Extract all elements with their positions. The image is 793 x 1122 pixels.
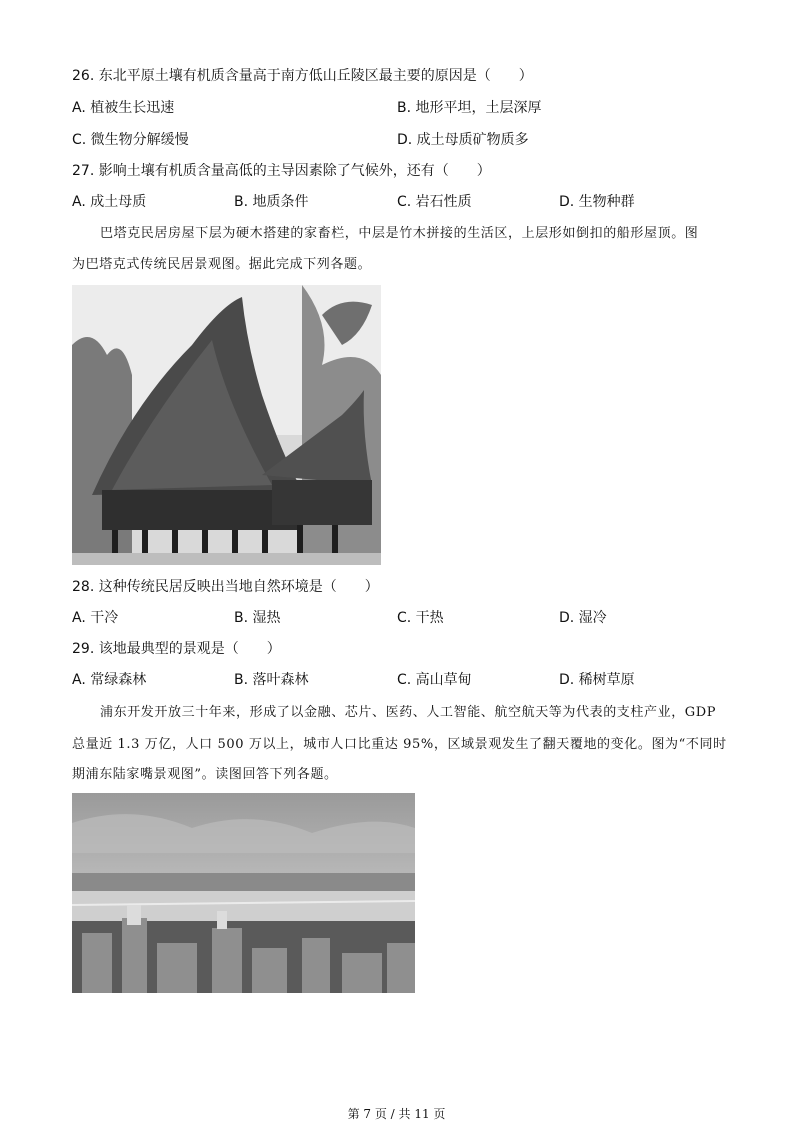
- q26-option-c: C. 微生物分解缓慢: [72, 132, 189, 148]
- q28-option-a: A. 干冷: [72, 610, 119, 626]
- passage2-line2: 总量近 1.3 万亿，人口 500 万以上，城市人口比重达 95%，区域景观发生了翻天覆地的变化。图为“不同时: [72, 737, 727, 752]
- q28-option-c: C. 干热: [397, 610, 444, 626]
- q26-option-d: D. 成土母质矿物质多: [397, 132, 529, 148]
- batak-house-photo: [72, 285, 381, 565]
- q27-option-d: D. 生物种群: [559, 194, 635, 210]
- q26-option-a: A. 植被生长迅速: [72, 100, 175, 116]
- q29-option-b: B. 落叶森林: [234, 672, 309, 688]
- q26-option-b: B. 地形平坦，土层深厚: [397, 100, 542, 116]
- passage1-line2: 为巴塔克式传统民居景观图。据此完成下列各题。: [72, 257, 372, 272]
- q29-option-c: C. 高山草甸: [397, 672, 472, 688]
- passage2-line1: 浦东开发开放三十年来，形成了以金融、芯片、医药、人工智能、航空航天等为代表的支柱产业，GDP: [100, 705, 717, 720]
- page-footer: 第 7 页 / 共 11 页: [347, 1107, 446, 1121]
- q27-option-b: B. 地质条件: [234, 194, 309, 210]
- q29-option-d: D. 稀树草原: [559, 672, 635, 688]
- passage2-line3: 期浦东陆家嘴景观图”。读图回答下列各题。: [72, 767, 338, 782]
- q28-stem: 28. 这种传统民居反映出当地自然环境是（ ）: [72, 579, 379, 595]
- q27-option-c: C. 岩石性质: [397, 194, 472, 210]
- q27-option-a: A. 成土母质: [72, 194, 147, 210]
- q27-stem: 27. 影响土壤有机质含量高低的主导因素除了气候外，还有（ ）: [72, 163, 491, 179]
- q26-stem: 26. 东北平原土壤有机质含量高于南方低山丘陵区最主要的原因是（ ）: [72, 68, 533, 84]
- lujiazui-cityscape-photo: [72, 793, 415, 993]
- q28-option-b: B. 湿热: [234, 610, 281, 626]
- q28-option-d: D. 湿冷: [559, 610, 607, 626]
- passage1-line1: 巴塔克民居房屋下层为硬木搭建的家畜栏，中层是竹木拼接的生活区，上层形如倒扣的船形屋顶。图: [100, 226, 699, 241]
- q29-stem: 29. 该地最典型的景观是（ ）: [72, 641, 281, 657]
- q29-option-a: A. 常绿森林: [72, 672, 147, 688]
